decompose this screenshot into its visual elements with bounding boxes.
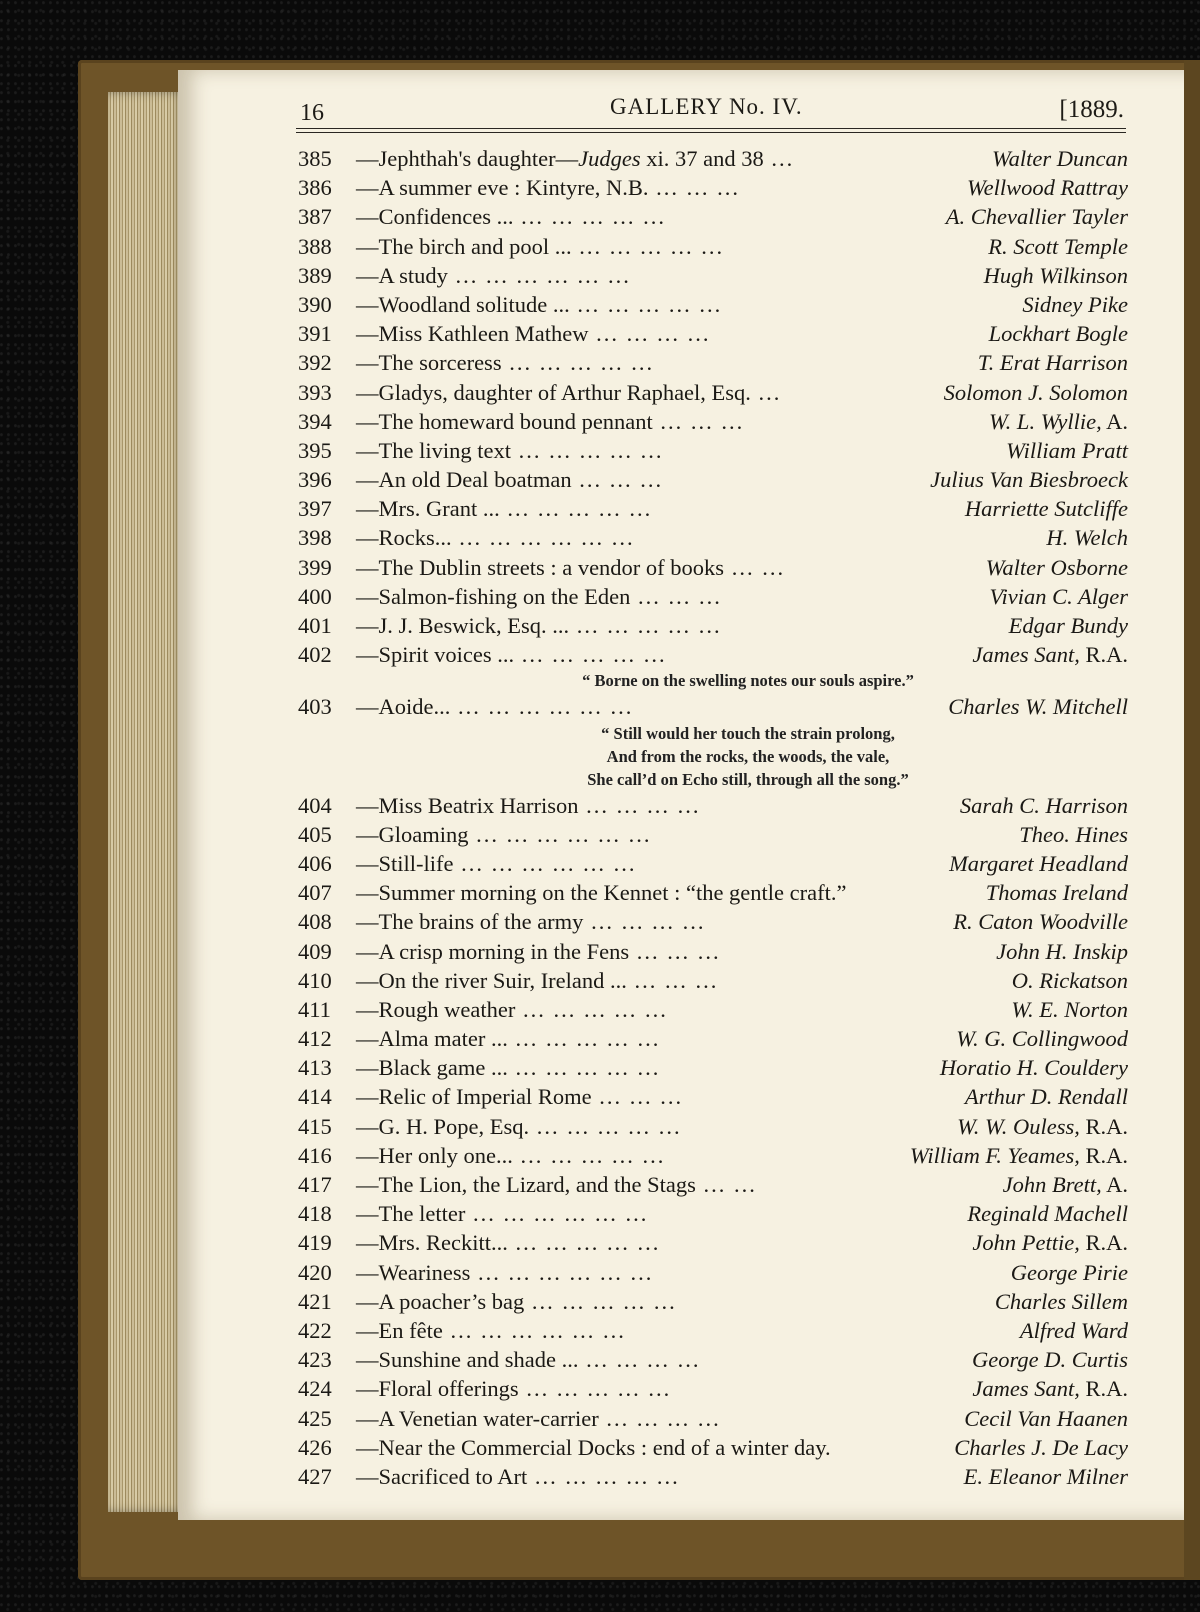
dot-leader: ... ... ... ... ... [513,204,666,230]
entry-artist: R. Caton Woodville [953,909,1128,935]
entry-artist: Alfred Ward [1019,1317,1128,1343]
dot-leader: ... [763,146,795,171]
entry-artist: Thomas Ireland [985,880,1128,906]
entry-artist: W. L. Wyllie, A. [989,408,1128,434]
entry-title: —Sunshine and shade ... [356,1347,579,1373]
entry-number: 404 [298,792,332,818]
entry-title: —The brains of the army [356,909,584,935]
entry-number: 409 [298,938,332,964]
dot-leader: ... ... ... ... ... ... [451,525,635,551]
catalogue-entry [298,232,1128,261]
dot-leader: ... ... ... ... ... ... [450,694,634,720]
entry-artist: O. Rickatson [1011,967,1128,993]
dot-leader: ... ... ... [591,1084,684,1110]
entry-artist: John Pettie, R.A. [972,1230,1128,1256]
dot-leader: ... ... ... ... [583,909,706,935]
dot-leader: ... ... ... [626,967,719,993]
dot-leader: ... ... ... ... ... ... [465,1201,649,1227]
entry-number: 416 [298,1142,332,1168]
catalogue-entry [298,436,1128,465]
entry-artist: R. Scott Temple [988,233,1128,259]
entry-number: 420 [298,1259,332,1285]
entry-number: 408 [298,909,332,935]
entry-title: —Gloaming [356,821,469,847]
entry-artist: Cecil Van Haanen [964,1405,1128,1431]
dot-leader: ... ... ... ... ... [569,613,722,638]
entry-number: 424 [298,1376,332,1402]
entry-number: 426 [298,1434,332,1460]
dot-leader: ... ... [724,554,786,580]
entry-number: 396 [298,467,332,493]
entry-artist: Horatio H. Couldery [939,1055,1128,1081]
entry-number: 399 [298,554,332,580]
entry-artist: Edgar Bundy [1008,613,1128,638]
artist-honour: R.A. [1079,1113,1128,1139]
catalogue-entry [298,692,1128,721]
entry-artist: Harriette Sutcliffe [964,496,1128,522]
catalogue-entry [298,553,1128,582]
catalogue-entry [298,1170,1128,1199]
catalogue-entry [298,1287,1128,1316]
catalogue-entry [298,1258,1128,1287]
entry-number: 425 [298,1405,332,1431]
dot-leader: ... ... ... ... ... [514,642,667,668]
year-label: [1889. [1059,96,1124,123]
entry-number: 413 [298,1055,332,1081]
catalogue-entry [298,878,1128,907]
dot-leader: ... ... ... ... [578,792,701,818]
entry-title: —A poacher’s bag [356,1288,525,1314]
dot-leader: ... ... ... ... ... [515,996,668,1022]
entry-number: 406 [298,850,332,876]
entry-number: 423 [298,1347,332,1373]
artist-honour: A. [1101,1172,1128,1197]
catalogue-entry [298,966,1128,995]
entry-title: —Floral offerings [356,1376,519,1402]
entry-artist: E. Eleanor Milner [963,1463,1128,1489]
dot-leader: ... ... ... ... ... [507,1230,661,1256]
entry-number: 410 [298,967,332,993]
catalogue-entry [298,465,1128,494]
entry-title: —Gladys, daughter of Arthur Raphael, Esq. [356,379,751,405]
entry-title: —The Dublin streets : a vendor of books [356,554,725,580]
entry-number: 412 [298,1026,332,1052]
entry-title: —Weariness [356,1259,471,1285]
catalogue-entry [298,1082,1128,1111]
dot-leader: ... ... ... ... ... [512,1142,666,1168]
entry-title: —Woodland solitude ... [356,291,570,317]
entry-number: 403 [298,694,332,720]
dot-leader: ... ... ... ... ... ... [453,850,637,876]
catalogue-entry [298,523,1128,552]
entry-title: —Sacrificed to Art [356,1463,528,1489]
entry-number: 407 [298,880,332,906]
catalogue-entry [298,1199,1128,1228]
artist-honour: A. [1101,408,1128,434]
dot-leader: ... ... ... ... ... [569,291,723,317]
dot-leader: ... ... ... ... ... [518,1376,672,1402]
entry-number: 398 [298,525,332,551]
entry-artist: William Pratt [1006,437,1128,463]
page-header [300,92,1124,128]
entry-artist: William F. Yeames, R.A. [909,1142,1128,1168]
entry-artist: H. Welch [1046,525,1128,551]
entry-title: —Mrs. Reckitt... [356,1230,508,1256]
entry-title: —G. H. Pope, Esq. [356,1113,530,1139]
dot-leader: ... ... ... ... ... [507,1055,661,1081]
entry-artist: W. W. Ouless, R.A. [957,1113,1128,1139]
entry-title: —Spirit voices ... [356,642,515,668]
entry-number: 422 [298,1317,332,1343]
entry-number: 405 [298,821,332,847]
entry-number: 414 [298,1084,332,1110]
entry-artist: Walter Osborne [985,554,1128,580]
dot-leader: ... ... ... ... ... [507,1026,661,1052]
dot-leader: ... ... ... ... ... [524,1288,677,1314]
entry-title: —Near the Commercial Docks : end of a winter day. [356,1434,831,1460]
entry-title: —A summer eve : Kintyre, N.B. [356,175,649,201]
catalogue-entry [298,1024,1128,1053]
entry-title: —The homeward bound pennant [356,408,653,434]
catalogue-entry [298,995,1128,1024]
catalogue-entry [298,611,1128,640]
entry-artist: Hugh Wilkinson [983,262,1128,288]
entry-title: —The birch and pool ... [356,233,572,259]
entry-quotation [448,669,1048,692]
catalogue-entry [298,820,1128,849]
entry-artist: James Sant, R.A. [972,642,1128,668]
entry-number: 397 [298,496,332,522]
catalogue-entry [298,1433,1128,1462]
entry-artist: T. Erat Harrison [977,350,1128,376]
catalogue-entry [298,290,1128,319]
entry-artist: Wellwood Rattray [966,175,1128,201]
dot-leader: ... ... ... [630,583,722,609]
page-edges [108,92,186,1512]
entry-number: 390 [298,291,332,317]
entry-number: 389 [298,262,332,288]
dot-leader: ... ... ... [629,938,721,964]
entry-number: 386 [298,175,332,201]
entry-artist: W. E. Norton [1011,996,1128,1022]
dot-leader: ... ... ... [652,408,745,434]
entry-artist: Margaret Headland [949,850,1128,876]
catalogue-entry [298,1053,1128,1082]
catalogue-entry [298,1404,1128,1433]
entry-artist: Charles W. Mitchell [948,694,1128,720]
catalogue-entry [298,319,1128,348]
entry-number: 411 [298,996,331,1022]
dot-leader: ... ... ... ... [598,1405,721,1431]
catalogue-list [298,144,1128,1491]
catalogue-entry [298,1462,1128,1491]
dot-leader: ... ... ... ... ... [571,233,725,259]
entry-number: 418 [298,1201,332,1227]
catalogue-entry [298,640,1128,669]
catalogue-entry [298,937,1128,966]
dot-leader: ... ... ... ... ... ... [468,821,652,847]
quotation-line: “ Still would her touch the strain prolong, [601,723,895,743]
header-rule-top [296,128,1126,129]
entry-number: 385 [298,146,332,171]
catalogue-entry [298,1345,1128,1374]
artist-honour: R.A. [1079,1230,1128,1256]
entry-title: —On the river Suir, Ireland ... [356,967,627,993]
artist-honour: R.A. [1079,1142,1128,1168]
entry-title: —En fête [356,1317,443,1343]
entry-title: —The living text [356,437,511,463]
entry-number: 391 [298,321,332,347]
entry-number: 421 [298,1288,332,1314]
catalogue-entry [298,202,1128,231]
dot-leader: ... ... ... ... ... [529,1113,682,1139]
catalogue-entry [298,348,1128,377]
gallery-title: GALLERY No. IV. [610,94,803,119]
catalogue-entry [298,144,1128,173]
entry-title: —Miss Kathleen Mathew [356,321,589,347]
entry-title: —J. J. Beswick, Esq. ... [356,613,570,638]
entry-title: —Her only one... [356,1142,513,1168]
entry-artist: George Pirie [1010,1259,1128,1285]
entry-title-reference: Judges [578,146,641,171]
catalogue-entry [298,1141,1128,1170]
dot-leader: ... ... ... ... ... ... [447,262,631,288]
entry-quotation [448,722,1048,791]
catalogue-entry [298,1374,1128,1403]
entry-title: —A study [356,262,448,288]
entry-title: —Rough weather [356,996,516,1022]
entry-title: —Alma mater ... [356,1026,508,1052]
entry-number: 395 [298,437,332,463]
header-rule-bottom [296,132,1126,133]
entry-number: 402 [298,642,332,668]
dot-leader: ... ... ... ... ... [501,350,655,376]
entry-number: 393 [298,379,332,405]
entry-artist: James Sant, R.A. [972,1376,1128,1402]
entry-title: —Rocks... [356,525,452,551]
entry-title: —The Lion, the Lizard, and the Stags [356,1172,696,1197]
dot-leader: ... ... ... [648,175,740,201]
quotation-line: And from the rocks, the woods, the vale, [606,746,890,766]
entry-title: —Miss Beatrix Harrison [356,792,579,818]
entry-artist: John H. Inskip [996,938,1128,964]
page-number: 16 [300,100,324,126]
quotation-line: She call’d on Echo still, through all the song.” [587,769,909,789]
entry-artist: Solomon J. Solomon [943,379,1128,405]
entry-artist: Charles J. De Lacy [954,1434,1128,1460]
entry-artist: John Brett, A. [1002,1172,1128,1197]
entry-artist: George D. Curtis [971,1347,1128,1373]
entry-title: —Summer morning on the Kennet : “the gentle craft.” [356,880,847,906]
entry-title: —The sorceress [356,350,502,376]
entry-title: —Mrs. Grant ... [356,496,500,522]
catalogue-entry [298,582,1128,611]
entry-artist: Vivian C. Alger [989,583,1128,609]
catalogue-entry [298,791,1128,820]
catalogue-entry [298,261,1128,290]
dot-leader: ... ... ... ... ... [527,1463,680,1489]
dot-leader: ... ... [695,1172,757,1197]
entry-artist: Charles Sillem [994,1288,1128,1314]
book-cover-right-edge [1184,60,1200,1580]
entry-number: 417 [298,1172,332,1197]
entry-artist: Sarah C. Harrison [959,792,1128,818]
dot-leader: ... ... ... ... [588,321,711,347]
entry-artist: Theo. Hines [1019,821,1128,847]
dot-leader: ... ... ... ... [578,1347,701,1373]
entry-number: 388 [298,233,332,259]
entry-number: 392 [298,350,332,376]
entry-artist: Lockhart Bogle [988,321,1128,347]
quotation-line: “ Borne on the swelling notes our souls aspire.” [582,671,914,691]
entry-title: —Confidences ... [356,204,514,230]
entry-title: —Jephthah's daughter—Judges xi. 37 and 38 [356,146,764,171]
entry-artist: Julius Van Biesbroeck [930,467,1128,493]
catalogue-entry [298,1316,1128,1345]
catalogue-entry [298,1228,1128,1257]
entry-artist: Arthur D. Rendall [964,1084,1128,1110]
dot-leader: ... ... ... ... ... [499,496,653,522]
entry-artist: Reginald Machell [967,1201,1128,1227]
entry-title: —A Venetian water-carrier [356,1405,599,1431]
entry-title: —An old Deal boatman [356,467,572,493]
catalogue-entry [298,173,1128,202]
entry-artist: A. Chevallier Tayler [945,204,1128,230]
dot-leader: ... ... ... ... ... [510,437,664,463]
entry-title: —Salmon-fishing on the Eden [356,583,631,609]
entry-number: 400 [298,583,332,609]
dot-leader: ... [750,379,782,405]
catalogue-entry [298,494,1128,523]
catalogue-entry [298,1112,1128,1141]
artist-honour: R.A. [1079,1376,1128,1402]
entry-number: 419 [298,1230,332,1256]
catalogue-entry [298,907,1128,936]
artist-honour: R.A. [1079,642,1128,668]
entry-artist: W. G. Collingwood [956,1026,1128,1052]
catalogue-entry [298,849,1128,878]
entry-title: —Still-life [356,850,454,876]
catalogue-entry [298,407,1128,436]
dot-leader: ... ... ... ... ... ... [442,1317,626,1343]
entry-title: —Aoide... [356,694,451,720]
entry-number: 427 [298,1463,332,1489]
entry-title: —Relic of Imperial Rome [356,1084,592,1110]
entry-artist: Sidney Pike [1022,291,1128,317]
entry-title: —The letter [356,1201,466,1227]
dot-leader: ... ... ... ... ... ... [470,1259,654,1285]
dot-leader: ... ... ... [571,467,664,493]
entry-number: 387 [298,204,332,230]
entry-artist: Walter Duncan [991,146,1128,171]
entry-number: 394 [298,408,332,434]
entry-title: —Black game ... [356,1055,508,1081]
entry-number: 415 [298,1113,332,1139]
entry-title: —A crisp morning in the Fens [356,938,630,964]
entry-number: 401 [298,613,332,638]
catalogue-entry [298,378,1128,407]
